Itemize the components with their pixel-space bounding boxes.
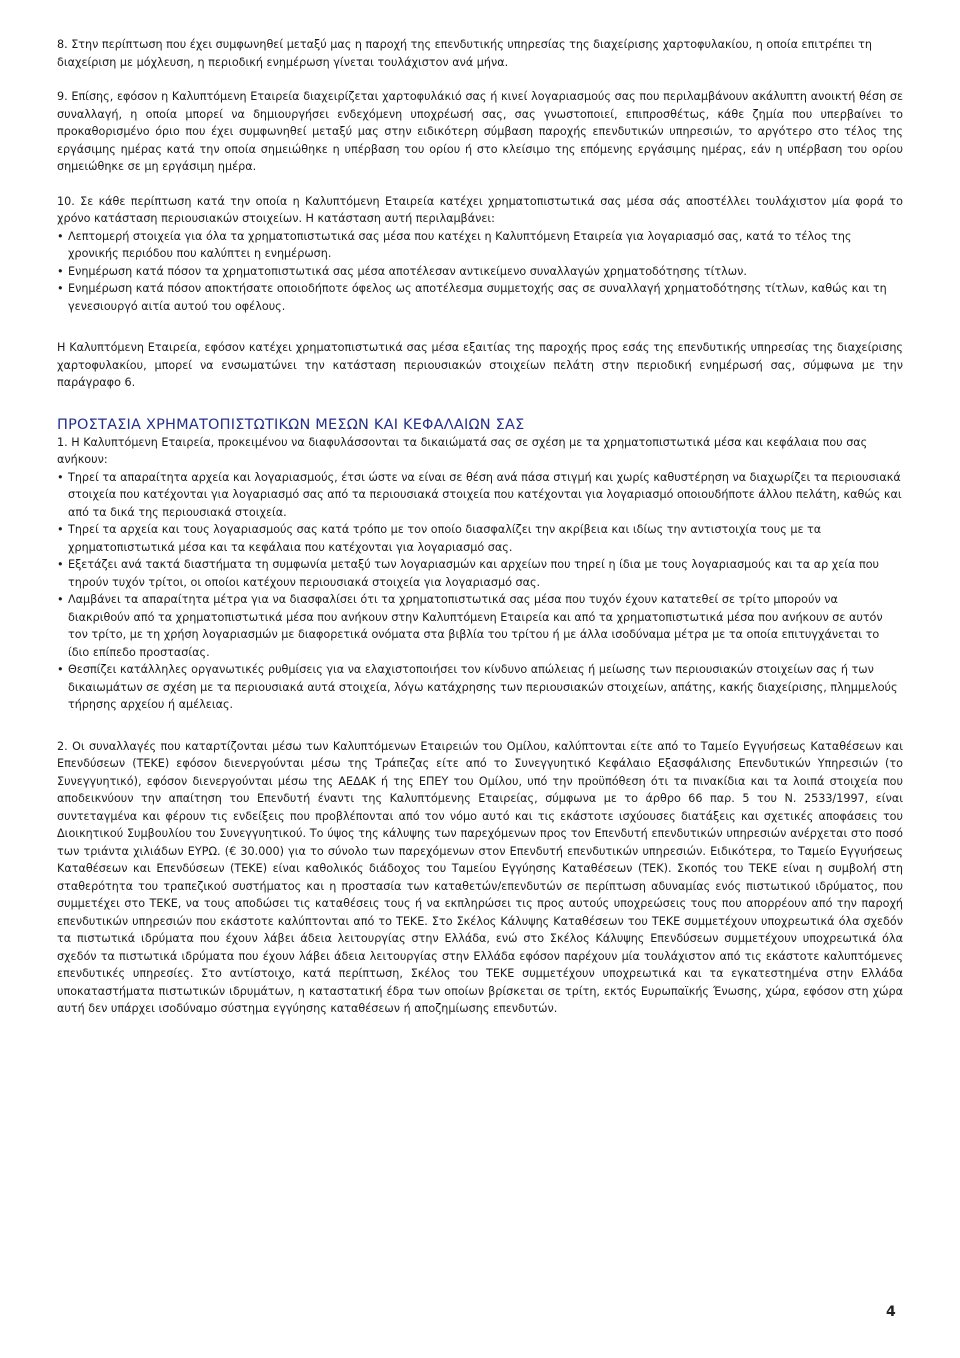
- section-1-list: [57, 469, 903, 714]
- section-paragraph-1: 1. Η Καλυπτόμενη Εταιρεία, προκειμένου να διαφυλάσσονται τα δικαιώματά σας σε σχέση με τα χρηματοπιστωτικά μέσα και κεφάλαια που σας ανήκουν:: [57, 435, 868, 466]
- list-item: • Λεπτομερή στοιχεία για όλα τα χρηματοπιστωτικά σας μέσα που κατέχει η Καλυπτόμενη Εταιρεία για λογαριασμό σας, κατά το τέλος της χρονικής περιόδου που καλύπτει η ενημέρωση.: [57, 228, 903, 263]
- page-number: 4: [886, 1304, 896, 1320]
- list-item: • Εξετάζει ανά τακτά διαστήματα τη συμφωνία μεταξύ των λογαριασμών και αρχείων που τηρεί η ίδια με τους λογαριασμούς και τα αρ χεία που τηρούν τυχόν τρίτοι, οι οποίοι κατέχουν περιουσιακά στοιχεία για λογαριασμό σας.: [57, 556, 903, 591]
- paragraph-9: 9. Επίσης, εφόσον η Καλυπτόμενη Εταιρεία διαχειρίζεται χαρτοφυλάκιό σας ή κινεί λογαριασμούς σας που περιλαμβάνουν ακάλυπτη ανοικτή θέση σε συναλλαγή, η οποία μπορεί να δημιουργήσει ενδεχόμενη υποχρέωσή σας, σας γνωστοποιεί, επιπροσθέτως, κάθε ζημία που υπερβαίνει το προκαθορισμένο όριο που έχει συμφωνηθεί μεταξύ μας στην ειδικότερη σύμβαση παροχής επενδυτικών υπηρεσιών, το αργότερο στο τέλος της εργάσιμης ημέρας κατά την οποία σημειώθηκε η υπέρβαση του ορίου ή στο κλείσιμο της επόμενης εργάσιμης ημέρας, εάν η υπέρβαση του ορίου σημειώθηκε σε μη εργάσιμη ημέρα.: [57, 90, 903, 173]
- list-item: • Τηρεί τα αρχεία και τους λογαριασμούς σας κατά τρόπο με τον οποίο διασφαλίζει την ακρίβεια και ιδίως την αντιστοιχία τους με τα χρηματοπιστωτικά μέσα και τα κεφάλαια που κατέχονται για λογαριασμό σας.: [57, 521, 903, 556]
- paragraph-8: 8. Στην περίπτωση που έχει συμφωνηθεί μεταξύ μας η παροχή της επενδυτικής υπηρεσίας της διαχείρισης χαρτοφυλακίου, η οποία επιτρέπει τη διαχείριση με μόχλευση, η περιοδική ενημέρωση γίνεται τουλάχιστον ανά μήνα.: [57, 38, 872, 69]
- section-heading: ΠΡΟΣΤΑΣΙΑ ΧΡΗΜΑΤΟΠΙΣΤΩΤΙΚΩΝ ΜΕΣΩΝ ΚΑΙ ΚΕΦΑΛΑΙΩΝ ΣΑΣ: [57, 416, 525, 433]
- list-item: • Θεσπίζει κατάλληλες οργανωτικές ρυθμίσεις για να ελαχιστοποιήσει τον κίνδυνο απώλειας ή μείωσης των περιουσιακών στοιχείων σας ή των δικαιωμάτων σε σχέση με τα περιουσιακά αυτά στοιχεία, λόγω κατάχρησης των περιουσιακών στοιχείων, απάτης, κακής διαχείρισης, πλημμελούς τήρησης αρχείου ή αμέλειας.: [57, 661, 903, 714]
- paragraph-10-list: [57, 228, 903, 316]
- list-item: • Λαμβάνει τα απαραίτητα μέτρα για να διασφαλίσει ότι τα χρηματοπιστωτικά σας μέσα που τυχόν έχουν κατατεθεί σε τρίτο μπορούν να διακριθούν από τα χρηματοπιστωτικά μέσα που ανήκουν στην Καλυπτόμενη Εταιρεία και από τα χρηματοπιστωτικά μέσα που ανήκουν σε αυτόν τον τρίτο, με τη χρήση λογαριασμών με διαφορετικά ονόματα στα βιβλία του τρίτου ή με άλλα ισοδύναμα μέτρα με τα οποία επιτυγχάνεται το ίδιο επίπεδο προστασίας.: [57, 591, 903, 661]
- paragraph-10: 10. Σε κάθε περίπτωση κατά την οποία η Καλυπτόμενη Εταιρεία κατέχει χρηματοπιστωτικά σας μέσα σάς αποστέλλει τουλάχιστον μία φορά το χρόνο κατάσταση περιουσιακών στοιχείων. Η κατάσταση αυτή περιλαμβάνει:: [57, 194, 903, 225]
- document-body: [57, 36, 903, 1018]
- list-item: • Ενημέρωση κατά πόσον τα χρηματοπιστωτικά σας μέσα αποτέλεσαν αντικείμενο συναλλαγών χρηματοδότησης τίτλων.: [57, 263, 903, 281]
- paragraph-note: Η Καλυπτόμενη Εταιρεία, εφόσον κατέχει χρηματοπιστωτικά σας μέσα εξαιτίας της παροχής προς εσάς της επενδυτικής υπηρεσίας της διαχείρισης χαρτοφυλακίου, μπορεί να ενσωματώνει την κατάσταση περιουσιακών στοιχείων πελάτη στην περιοδική ενημέρωσή σας, σύμφωνα με την παράγραφο 6.: [57, 341, 903, 389]
- list-item: • Τηρεί τα απαραίτητα αρχεία και λογαριασμούς, έτσι ώστε να είναι σε θέση ανά πάσα στιγμή και χωρίς καθυστέρηση να διαχωρίζει τα περιουσιακά στοιχεία που κατέχονται για λογαριασμό σας από τα περιουσιακά στοιχεία που κατέχονται για λογαριασμό οποιουδήποτε άλλου πελάτη, καθώς και από τα δικά της περιουσιακά στοιχεία.: [57, 469, 903, 522]
- list-item: • Ενημέρωση κατά πόσον αποκτήσατε οποιοδήποτε όφελος ως αποτέλεσμα συμμετοχής σας σε συναλλαγή χρηματοδότησης τίτλων, καθώς και τη γενεσιουργό αιτία αυτού του οφέλους.: [57, 280, 903, 315]
- section-paragraph-2: 2. Οι συναλλαγές που καταρτίζονται μέσω των Καλυπτόμενων Εταιρειών του Ομίλου, καλύπτονται είτε από το Ταμείο Εγγυήσεως Καταθέσεων και Επενδύσεων (ΤΕΚΕ) εφόσον διενεργούνται μέσω της Τράπεζας είτε από το Συνεγγυητικό Κεφάλαιο Εξασφάλισης Επενδυτικών Υπηρεσιών (το Συνεγγυητικό), εφόσον διενεργούνται μέσω της ΑΕΔΑΚ ή της ΕΠΕΥ του Ομίλου, υπό την προϋπόθεση ότι τα πινακίδια και τα λοιπά στοιχεία που αποδεικνύουν την απαίτηση του Επενδυτή έναντι της Καλυπτόμενης Εταιρείας, σύμφωνα με το άρθρο 66 παρ. 5 του Ν. 2533/1997, είναι συντεταγμένα και φέρουν τις ενδείξεις που προβλέπονται από τον νόμο αυτό και τις εκάστοτε ισχύουσες διατάξεις και σχετικές αποφάσεις του Διοικητικού Συμβουλίου του Συνεγγυητικού. Το ύψος της κάλυψης των παρεχόμενων προς τον Επενδυτή επενδυτικών υπηρεσιών ανέρχεται στο ποσό των τριάντα χιλιάδων ΕΥΡΩ. (€ 30.000) για το σύνολο των παρεχόμενων στον Επενδυτή επενδυτικών υπηρεσιών. Ειδικότερα, το Ταμείο Εγγυήσεως Καταθέσεων και Επενδύσεων (ΤΕΚΕ) είναι καθολικός διάδοχος του Ταμείου Εγγύησης Καταθέσεων (ΤΕΚ). Σκοπός του ΤΕΚΕ είναι η συμβολή στη σταθερότητα του τραπεζικού συστήματος και η προστασία των καταθετών/επενδυτών σε περίπτωση αδυναμίας ενός πιστωτικού ιδρύματος, που συμμετέχει στο ΤΕΚΕ, να τους αποδώσει τις καταθέσεις τους ή να εκπληρώσει τις προς αυτούς υποχρεώσεις τους που απορρέουν από την παροχή επενδυτικών υπηρεσιών που εκάστοτε καλύπτονται από το ΤΕΚΕ. Στο Σκέλος Κάλυψης Καταθέσεων του ΤΕΚΕ συμμετέχουν υποχρεωτικά όλα σχεδόν τα πιστωτικά ιδρύματα που έχουν λάβει άδεια λειτουργίας στην Ελλάδα, ενώ στο Σκέλος Κάλυψης Επενδύσεων συμμετέχουν υποχρεωτικά όλα σχεδόν τα πιστωτικά ιδρύματα που έχουν λάβει άδεια λειτουργίας στην Ελλάδα εφόσον παρέχουν μία τουλάχιστον από τις εκάστοτε καλυπτόμενες επενδυτικές υπηρεσίες. Στο αντίστοιχο, κατά περίπτωση, Σκέλος του ΤΕΚΕ συμμετέχουν υποχρεωτικά και τα εγκατεστημένα στην Ελλάδα υποκαταστήματα πιστωτικών ιδρυμάτων, η καταστατική έδρα των οποίων βρίσκεται σε τρίτη, εκτός Ευρωπαϊκής Ένωσης, χώρα, εφόσον στη χώρα αυτή δεν υπάρχει ισοδύναμο σύστημα εγγύησης καταθέσεων ή αποζημίωσης επενδυτών.: [57, 739, 903, 1015]
